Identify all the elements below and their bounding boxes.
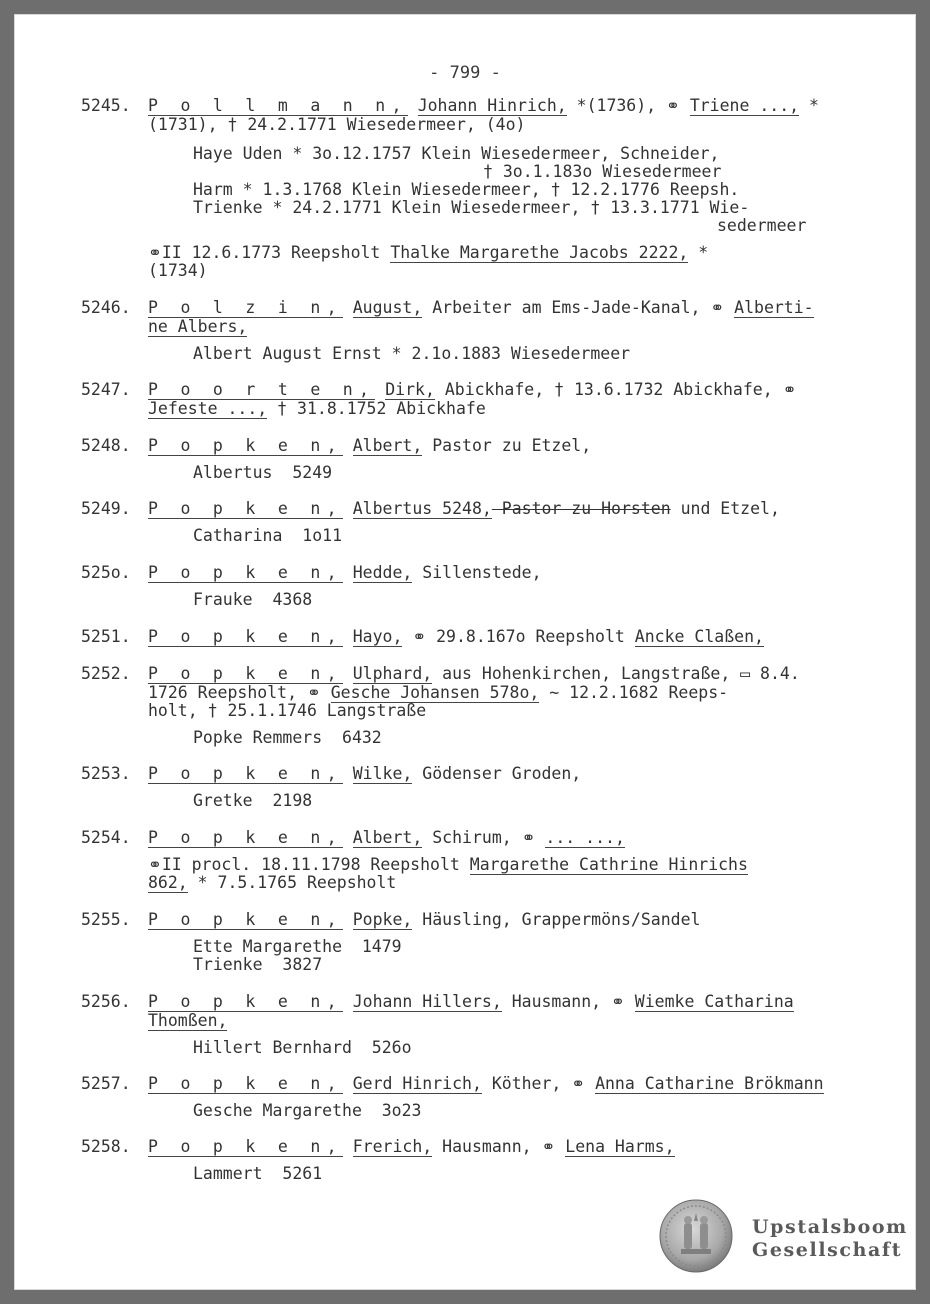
entry-5247-line-2: Jefeste ..., † 31.8.1752 Abickhafe xyxy=(148,399,486,418)
spouse-name: Jefeste ..., xyxy=(148,399,268,418)
entry-5247-line-1: P o o r t e n, Dirk, Abickhafe, † 13.6.1732 Abickhafe, ⚭ xyxy=(148,380,797,399)
spouse-name: ... ..., xyxy=(545,828,625,847)
surname: P o p k e n, xyxy=(148,992,343,1011)
entry-number-5252: 5252. xyxy=(81,664,131,683)
surname: P o p k e n, xyxy=(148,910,343,929)
entry-5254-line-1: P o p k e n, Albert, Schirum, ⚭ ... ..., xyxy=(148,828,625,847)
entry-5256-line-1: P o p k e n, Johann Hillers, Hausmann, ⚭ Wiemke Catharina xyxy=(148,992,794,1011)
entry-5252-line-3: holt, † 25.1.1746 Langstraße xyxy=(148,701,427,720)
spouse-name: Thomßen, xyxy=(148,1011,228,1030)
surname: P o l z i n, xyxy=(148,298,343,317)
child-line: Catharina 1o11 xyxy=(193,526,343,545)
surname: P o p k e n, xyxy=(148,828,343,847)
entry-number-5251: 5251. xyxy=(81,627,131,646)
entry-number-5247: 5247. xyxy=(81,380,131,399)
spouse-name: ne Albers, xyxy=(148,317,248,336)
child-line: Ette Margarethe 1479 xyxy=(193,937,402,956)
entry-5256-line-2 xyxy=(148,1012,227,1030)
entry-number-5258: 5258. xyxy=(81,1137,131,1156)
page-number: - 799 - xyxy=(429,63,501,83)
entry-5248-line-1: P o p k e n, Albert, Pastor zu Etzel, xyxy=(148,436,592,455)
surname: P o p k e n, xyxy=(148,499,343,518)
society-name-line-2: Gesellschaft xyxy=(752,1239,903,1261)
entry-5246-line-2 xyxy=(148,318,247,336)
entry-number-5253: 5253. xyxy=(81,764,131,783)
surname: P o p k e n, xyxy=(148,1137,343,1156)
surname: P o p k e n, xyxy=(148,1074,343,1093)
given-name: Ulphard, xyxy=(352,664,433,683)
entry-5246-line-1: P o l z i n, August, Arbeiter am Ems-Jade-Kanal, ⚭ Alberti- xyxy=(148,298,814,317)
entry-5249-line-1: P o p k e n, Albertus 5248, Pastor zu Horsten und Etzel, xyxy=(148,499,780,518)
child-line: Gesche Margarethe 3o23 xyxy=(193,1101,422,1120)
surname: P o p k e n, xyxy=(148,764,343,783)
entry-number-5249: 5249. xyxy=(81,499,131,518)
entry-5254-line-2: ⚭II procl. 18.11.1798 Reepsholt Margarethe Cathrine Hinrichs xyxy=(148,855,748,874)
struck-text: Pastor zu Horsten xyxy=(491,499,671,518)
entry-5245-line-2: (1731), † 24.2.1771 Wiesedermeer, (4o) xyxy=(148,115,526,134)
entry-5258-line-1: P o p k e n, Frerich, Hausmann, ⚭ Lena Harms, xyxy=(148,1137,675,1156)
given-name: Hedde, xyxy=(352,563,413,582)
given-name: August, xyxy=(352,298,423,317)
child-line: † 3o.1.183o Wiesedermeer xyxy=(483,162,722,181)
child-line: Popke Remmers 6432 xyxy=(193,728,382,747)
entry-number-5257: 5257. xyxy=(81,1074,131,1093)
entry-number-5256: 5256. xyxy=(81,992,131,1011)
spouse-name: Margarethe Cathrine Hinrichs xyxy=(469,855,748,874)
spouse-name: Thalke Margarethe Jacobs 2222, xyxy=(390,243,689,262)
entry-5252-line-2: 1726 Reepsholt, ⚭ Gesche Johansen 578o, ~ 12.2.1682 Reeps- xyxy=(148,683,729,702)
surname: P o p k e n, xyxy=(148,563,343,582)
child-line: Hillert Bernhard 526o xyxy=(193,1038,412,1057)
surname: P o p k e n, xyxy=(148,436,343,455)
given-name: Dirk, xyxy=(385,380,435,399)
entry-number-5245: 5245. xyxy=(81,96,131,115)
spouse-id: 862, xyxy=(148,873,188,892)
given-name: Johann Hinrich, xyxy=(417,96,567,115)
child-line: Lammert 5261 xyxy=(193,1164,323,1183)
second-marriage-line: ⚭II 12.6.1773 Reepsholt Thalke Margarethe Jacobs 2222, * xyxy=(148,243,709,262)
entry-5253-line-1: P o p k e n, Wilke, Gödenser Groden, xyxy=(148,764,582,783)
spouse-name: Gesche Johansen 578o, xyxy=(330,683,540,702)
surname: P o p k e n, xyxy=(148,664,343,683)
given-name: Johann Hillers, xyxy=(352,992,502,1011)
spouse-name: Ancke Claßen, xyxy=(634,627,764,646)
given-name: Albert, xyxy=(352,828,423,847)
entry-5251-line-1: P o p k e n, Hayo, ⚭ 29.8.167o Reepsholt Ancke Claßen, xyxy=(148,627,764,646)
given-name: Hayo, xyxy=(352,627,403,646)
child-line: Albert August Ernst * 2.1o.1883 Wiesedermeer xyxy=(193,344,631,363)
entry-number-5250: 525o. xyxy=(81,563,131,582)
entry-5254-line-3: 862, * 7.5.1765 Reepsholt xyxy=(148,873,397,892)
child-line: Trienke 3827 xyxy=(193,955,323,974)
entry-number-5255: 5255. xyxy=(81,910,131,929)
spouse-name: Anna Catharine Brökmann xyxy=(595,1074,824,1093)
given-name: Gerd Hinrich, xyxy=(352,1074,482,1093)
child-line: Albertus 5249 xyxy=(193,463,333,482)
surname: P o p k e n, xyxy=(148,627,343,646)
given-name: Albert, xyxy=(352,436,423,455)
spouse-name: Wiemke Catharina xyxy=(634,992,794,1011)
surname: P o o r t e n, xyxy=(148,380,376,399)
given-name: Frerich, xyxy=(352,1137,433,1156)
spouse-name: Lena Harms, xyxy=(565,1137,675,1156)
society-seal-icon xyxy=(659,1199,733,1273)
entry-number-5254: 5254. xyxy=(81,828,131,847)
society-name xyxy=(752,1216,908,1262)
given-name: Wilke, xyxy=(352,764,413,783)
child-line: Harm * 1.3.1768 Klein Wiesedermeer, † 12.2.1776 Reepsh. xyxy=(193,180,740,199)
spouse-name: Triene ..., xyxy=(689,96,800,115)
entry-5257-line-1: P o p k e n, Gerd Hinrich, Köther, ⚭ Anna Catharine Brökmann xyxy=(148,1074,824,1093)
surname: P o l l m a n n, xyxy=(148,96,408,115)
child-line: Gretke 2198 xyxy=(193,791,313,810)
child-line: sedermeer xyxy=(717,216,807,235)
society-name-line-1: Upstalsboom xyxy=(752,1216,908,1238)
given-name: Popke, xyxy=(352,910,413,929)
entry-5252-line-1: P o p k e n, Ulphard, aus Hohenkirchen, Langstraße, ▭ 8.4. xyxy=(148,664,800,683)
given-name: Albertus 5248, xyxy=(352,499,492,518)
entry-number-5246: 5246. xyxy=(81,298,131,317)
entry-5250-line-1: P o p k e n, Hedde, Sillenstede, xyxy=(148,563,542,582)
child-line: Frauke 4368 xyxy=(193,590,313,609)
entry-5245-line-1: P o l l m a n n, Johann Hinrich, *(1736), ⚭ Triene ..., * xyxy=(148,96,819,115)
child-line: Haye Uden * 3o.12.1757 Klein Wiesedermeer, Schneider, xyxy=(193,144,720,163)
second-marriage-line-2: (1734) xyxy=(148,261,208,280)
entry-number-5248: 5248. xyxy=(81,436,131,455)
spouse-name: Alberti- xyxy=(734,298,814,317)
entry-5255-line-1: P o p k e n, Popke, Häusling, Grappermöns/Sandel xyxy=(148,910,701,929)
child-line: Trienke * 24.2.1771 Klein Wiesedermeer, † 13.3.1771 Wie- xyxy=(193,198,750,217)
